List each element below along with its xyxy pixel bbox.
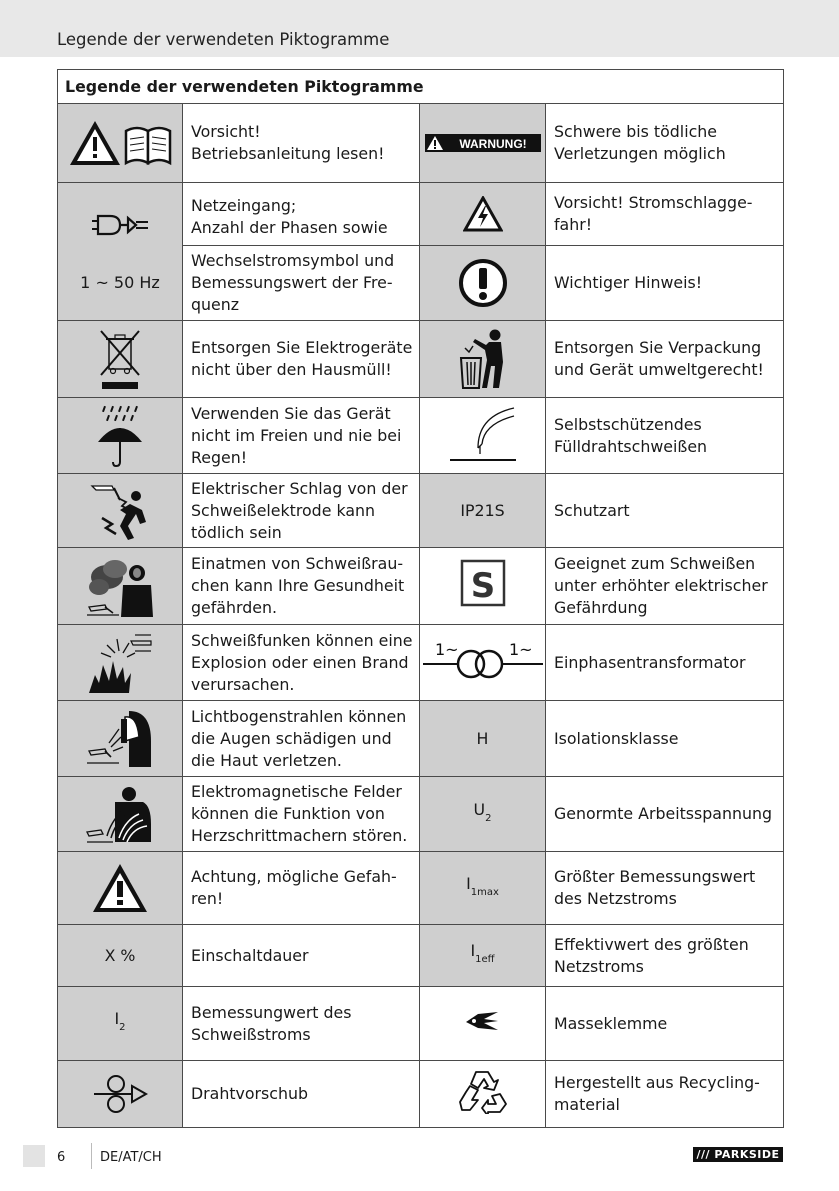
table-row <box>58 1061 784 1128</box>
legend-text: Wechselstromsymbol und Bemessungswert der Fre- quenz <box>183 246 420 321</box>
table-row <box>58 398 784 474</box>
symbol-subscript: 2 <box>119 1022 126 1033</box>
pictogram-legend-table <box>57 69 784 1128</box>
legend-text: Drahtvorschub <box>183 1061 420 1128</box>
legend-text: Vorsicht! Stromschlagge- fahr! <box>546 183 784 246</box>
table-row <box>58 183 784 246</box>
symbol-subscript: 1eff <box>475 954 495 965</box>
caution-triangle-icon <box>58 852 183 925</box>
legend-text: Geeignet zum Schweißen unter erhöhter elektrischer Gefährdung <box>546 548 784 625</box>
welding-fumes-icon <box>58 548 183 625</box>
symbol-main: U <box>473 799 486 819</box>
table-row <box>58 625 784 701</box>
rain-umbrella-icon <box>58 398 183 474</box>
arc-rays-icon <box>58 701 183 777</box>
welding-sparks-icon <box>58 625 183 701</box>
power-input-cell <box>58 183 183 321</box>
symbol-main: I <box>470 941 476 960</box>
table-row <box>58 925 784 987</box>
crossed-bin-icon <box>58 321 183 398</box>
legend-text: Schwere bis tödliche Verletzungen möglich <box>546 104 784 183</box>
table-row <box>58 474 784 548</box>
table-row <box>58 548 784 625</box>
legend-text: Effektivwert des größten Netzstroms <box>546 925 784 987</box>
power-plug-icon <box>58 183 182 246</box>
footer-divider <box>91 1143 92 1169</box>
table-title: Legende der verwendeten Piktogramme <box>58 70 784 104</box>
ground-clamp-icon <box>420 987 546 1061</box>
table-row <box>58 777 784 852</box>
symbol-main: I <box>114 1009 120 1028</box>
legend-text: Bemessungwert des Schweißstroms <box>183 987 420 1061</box>
table-row <box>58 104 784 183</box>
s-mark-letter: S <box>470 566 495 606</box>
electrode-shock-icon <box>58 474 183 548</box>
legend-text: Einschaltdauer <box>183 925 420 987</box>
legend-text: Einphasentransformator <box>546 625 784 701</box>
legend-text: Selbstschützendes Fülldrahtschweißen <box>546 398 784 474</box>
legend-text: Masseklemme <box>546 987 784 1061</box>
rated-voltage-symbol <box>420 777 546 852</box>
legend-text: Vorsicht! Betriebsanleitung lesen! <box>183 104 420 183</box>
legend-text: Wichtiger Hinweis! <box>546 246 784 321</box>
warnung-label-text: WARNUNG! <box>458 137 527 151</box>
important-notice-icon <box>420 246 546 321</box>
legend-text: Genormte Arbeitsspannung <box>546 777 784 852</box>
max-current-symbol <box>420 852 546 925</box>
emf-pacemaker-icon <box>58 777 183 852</box>
symbol-subscript: 1max <box>470 886 499 898</box>
transformer-icon <box>420 625 546 701</box>
page-number: 6 <box>57 1150 66 1165</box>
table-row <box>58 321 784 398</box>
legend-text: Einatmen von Schweißrau- chen kann Ihre Gesundheit gefährden. <box>183 548 420 625</box>
electric-shock-warning-icon <box>420 183 546 246</box>
warnung-label-icon <box>420 104 546 183</box>
legend-text: Lichtbogenstrahlen können die Augen schädigen und die Haut verletzen. <box>183 701 420 777</box>
duty-cycle-symbol: X % <box>58 925 183 987</box>
legend-text: Größter Bemessungswert des Netzstroms <box>546 852 784 925</box>
language-label: DE/AT/CH <box>100 1150 162 1165</box>
frequency-symbol: 1 ~ 50 Hz <box>80 273 160 292</box>
recycling-icon <box>420 1061 546 1128</box>
legend-text: Netzeingang; Anzahl der Phasen sowie <box>183 183 420 246</box>
table-row <box>58 701 784 777</box>
effective-current-symbol <box>420 925 546 987</box>
transformer-secondary-label: 1~ <box>508 639 533 659</box>
legend-text: Schutzart <box>546 474 784 548</box>
legend-text: Schweißfunken können eine Explosion oder einen Brand verursachen. <box>183 625 420 701</box>
insulation-class-symbol: H <box>420 701 546 777</box>
flux-core-welding-icon <box>420 398 546 474</box>
s-mark-icon <box>420 548 546 625</box>
legend-text: Isolationsklasse <box>546 701 784 777</box>
legend-text: Verwenden Sie das Gerät nicht im Freien und nie bei Regen! <box>183 398 420 474</box>
footer-marker <box>23 1145 45 1167</box>
wire-feed-icon <box>58 1061 183 1128</box>
legend-text: Hergestellt aus Recycling- material <box>546 1061 784 1128</box>
table-row <box>58 987 784 1061</box>
table-row <box>58 852 784 925</box>
legend-text: Entsorgen Sie Elektrogeräte nicht über den Hausmüll! <box>183 321 420 398</box>
brand-logo: /// PARKSIDE <box>693 1147 783 1162</box>
symbol-subscript: 2 <box>485 812 492 824</box>
legend-text: Elektromagnetische Felder können die Funktion von Herzschrittmachern stören. <box>183 777 420 852</box>
tidyman-icon <box>420 321 546 398</box>
symbol-main: I <box>466 873 471 893</box>
ip-rating-symbol: IP21S <box>420 474 546 548</box>
welding-current-symbol <box>58 987 183 1061</box>
legend-text: Achtung, mögliche Gefah- ren! <box>183 852 420 925</box>
legend-text: Elektrischer Schlag von der Schweißelektrode kann tödlich sein <box>183 474 420 548</box>
page-header-title: Legende der verwendeten Piktogramme <box>57 30 390 49</box>
legend-text: Entsorgen Sie Verpackung und Gerät umweltgerecht! <box>546 321 784 398</box>
transformer-primary-label: 1~ <box>434 639 459 659</box>
warning-manual-icon <box>58 104 183 183</box>
